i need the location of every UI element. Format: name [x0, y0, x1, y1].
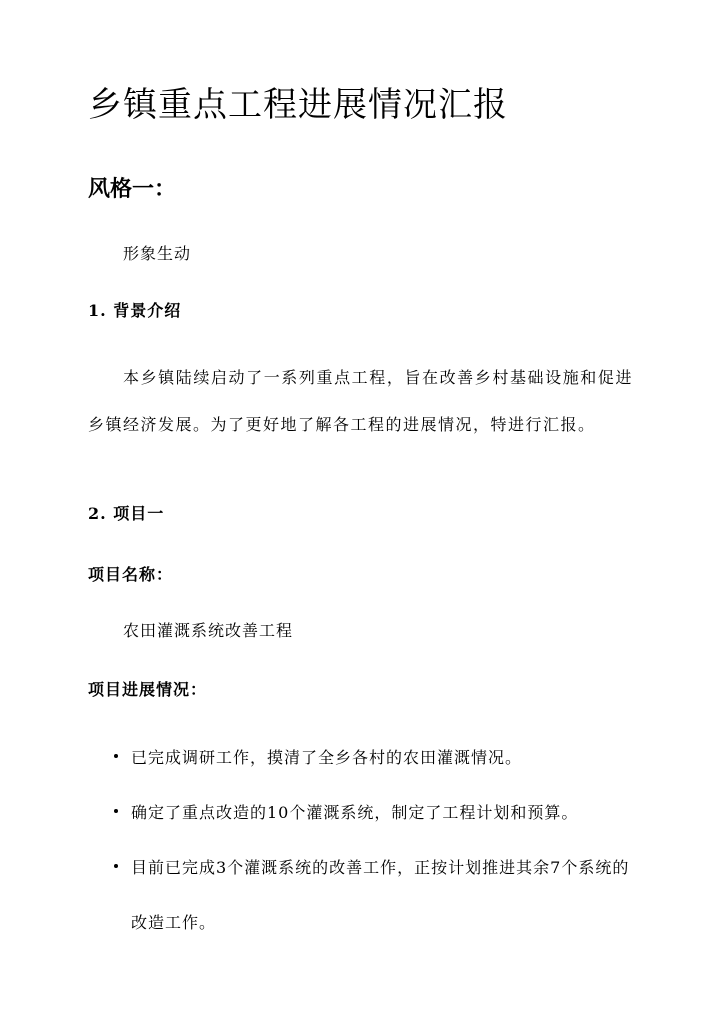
bullet-dot-icon: [114, 754, 118, 758]
bullet-dot-icon: [114, 864, 118, 868]
project-name-label: 项目名称：: [88, 565, 174, 584]
style-heading: 风格一：: [88, 176, 177, 202]
style-description: 形象生动: [123, 244, 192, 263]
progress-item-text: 确定了重点改造的10个灌溉系统，制定了工程计划和预算。: [131, 803, 579, 822]
progress-item: [88, 730, 633, 785]
background-paragraph: 本乡镇陆续启动了一系列重点工程，旨在改善乡村基础设施和促进乡镇经济发展。为了更好地了解各工程的进展情况，特进行汇报。: [88, 368, 633, 434]
section-heading-project-one: 2. 项目一: [88, 504, 165, 523]
project-name-value: 农田灌溉系统改善工程: [123, 621, 294, 640]
progress-item: [88, 840, 633, 950]
progress-list: [88, 730, 633, 950]
progress-item: [88, 785, 633, 840]
document-title: 乡镇重点工程进展情况汇报: [88, 85, 508, 125]
progress-item-text: 目前已完成3个灌溉系统的改善工作，正按计划推进其余7个系统的改造工作。: [131, 858, 630, 932]
project-progress-label: 项目进展情况：: [88, 680, 208, 699]
section-heading-background: 1. 背景介绍: [88, 301, 182, 320]
progress-item-text: 已完成调研工作，摸清了全乡各村的农田灌溉情况。: [131, 748, 523, 767]
bullet-dot-icon: [114, 809, 118, 813]
